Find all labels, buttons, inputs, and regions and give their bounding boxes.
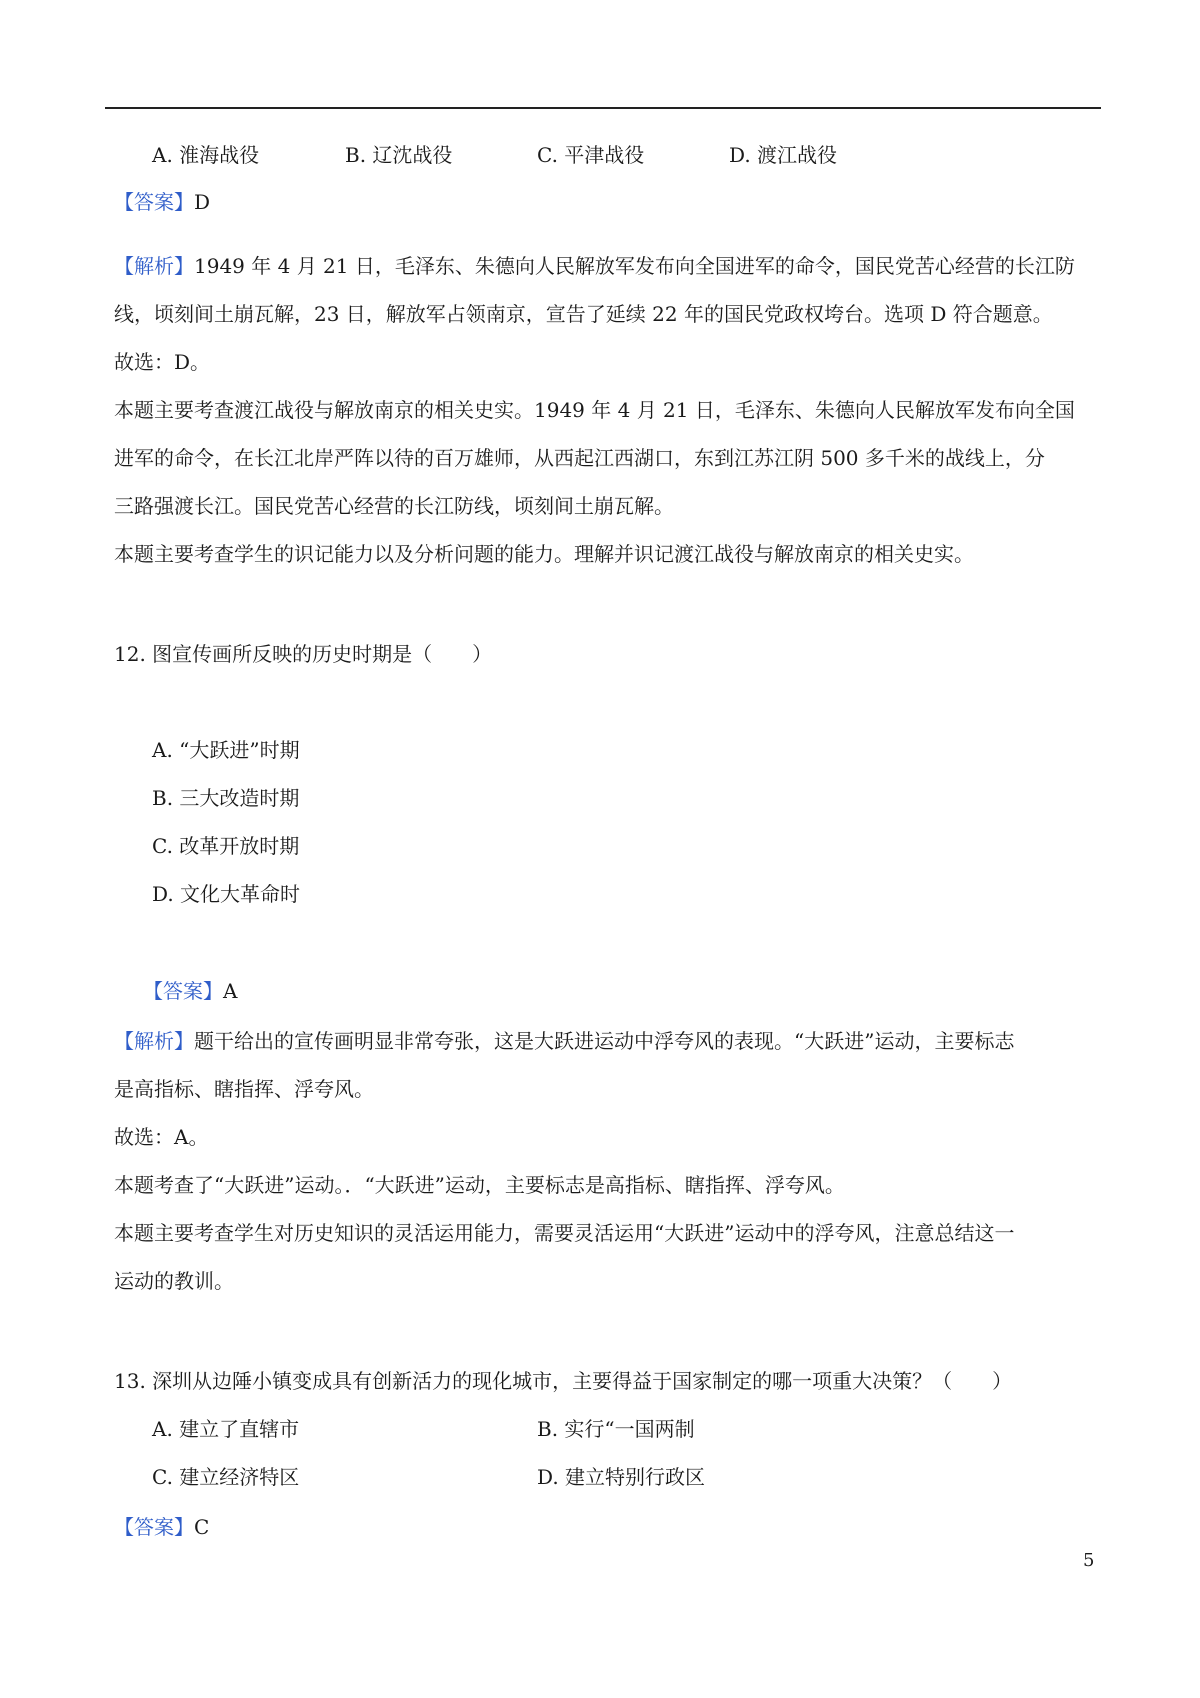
q11-analysis-line <box>114 252 1075 280</box>
q12-analysis-line: 本题主要考查学生对历史知识的灵活运用能力，需要灵活运用“大跃进”运动中的浮夸风，注意总结这一 <box>114 1221 1015 1245</box>
q12-option-d: D. 文化大革命时 <box>152 882 301 906</box>
q13-question: 13. 深圳从边陲小镇变成具有创新活力的现化城市，主要得益于国家制定的哪一项重大决策？（ ） <box>114 1369 1013 1393</box>
q13-answer-value: C <box>194 1515 210 1539</box>
q11-analysis-line: 进军的命令，在长江北岸严阵以待的百万雄师，从西起江西湖口，东到江苏江阴 500 多千米的战线上，分 <box>114 446 1045 470</box>
q12-option-b: B. 三大改造时期 <box>152 786 300 810</box>
q13-option-b: B. 实行“一国两制 <box>537 1417 695 1441</box>
q13-option-d: D. 建立特别行政区 <box>537 1465 706 1489</box>
q12-answer-tag: 【答案】 <box>143 979 223 1003</box>
q13-answer-tag: 【答案】 <box>114 1515 194 1539</box>
q12-analysis-line: 运动的教训。 <box>114 1269 234 1293</box>
q11-option-b: B. 辽沈战役 <box>345 143 453 167</box>
q11-answer-tag: 【答案】 <box>114 190 194 214</box>
q11-analysis-line: 本题主要考查学生的识记能力以及分析问题的能力。理解并识记渡江战役与解放南京的相关史实。 <box>114 542 974 566</box>
q11-analysis-line: 三路强渡长江。国民党苦心经营的长江防线，顷刻间土崩瓦解。 <box>114 494 674 518</box>
q11-analysis-tag: 【解析】 <box>114 254 194 278</box>
q11-analysis-line: 本题主要考查渡江战役与解放南京的相关史实。1949 年 4 月 21 日，毛泽东、朱德向人民解放军发布向全国 <box>114 398 1075 422</box>
q12-analysis-line: 本题考查了“大跃进”运动。．“大跃进”运动，主要标志是高指标、瞎指挥、浮夸风。 <box>114 1173 845 1197</box>
q12-analysis-line <box>114 1027 1014 1055</box>
q12-question: 12. 图宣传画所反映的历史时期是（ ） <box>114 642 493 666</box>
page-number: 5 <box>1083 1550 1095 1571</box>
q11-analysis-line: 故选：D。 <box>114 350 211 374</box>
q12-answer <box>143 977 237 1005</box>
q11-option-c: C. 平津战役 <box>537 143 645 167</box>
q13-option-a: A. 建立了直辖市 <box>152 1417 300 1441</box>
q11-option-a: A. 淮海战役 <box>152 143 260 167</box>
q12-option-c: C. 改革开放时期 <box>152 834 300 858</box>
q12-analysis-tag: 【解析】 <box>114 1029 194 1053</box>
q13-option-c: C. 建立经济特区 <box>152 1465 300 1489</box>
q11-option-d: D. 渡江战役 <box>729 143 838 167</box>
q11-answer-value: D <box>194 190 211 214</box>
q12-analysis-line: 是高指标、瞎指挥、浮夸风。 <box>114 1077 374 1101</box>
q11-answer <box>114 188 210 216</box>
header-rule <box>105 107 1101 109</box>
q13-answer <box>114 1513 209 1541</box>
q12-answer-value: A <box>223 979 238 1003</box>
q11-analysis-line: 线，顷刻间土崩瓦解，23 日，解放军占领南京，宣告了延续 22 年的国民党政权垮台。选项 D 符合题意。 <box>114 302 1053 326</box>
q12-option-a: A. “大跃进”时期 <box>152 738 300 762</box>
q11-analysis-text: 1949 年 4 月 21 日，毛泽东、朱德向人民解放军发布向全国进军的命令，国民党苦心经营的长江防 <box>194 254 1075 278</box>
q12-analysis-line: 故选：A。 <box>114 1125 209 1149</box>
q12-analysis-text: 题干给出的宣传画明显非常夸张，这是大跃进运动中浮夸风的表现。“大跃进”运动，主要标志 <box>194 1029 1015 1053</box>
